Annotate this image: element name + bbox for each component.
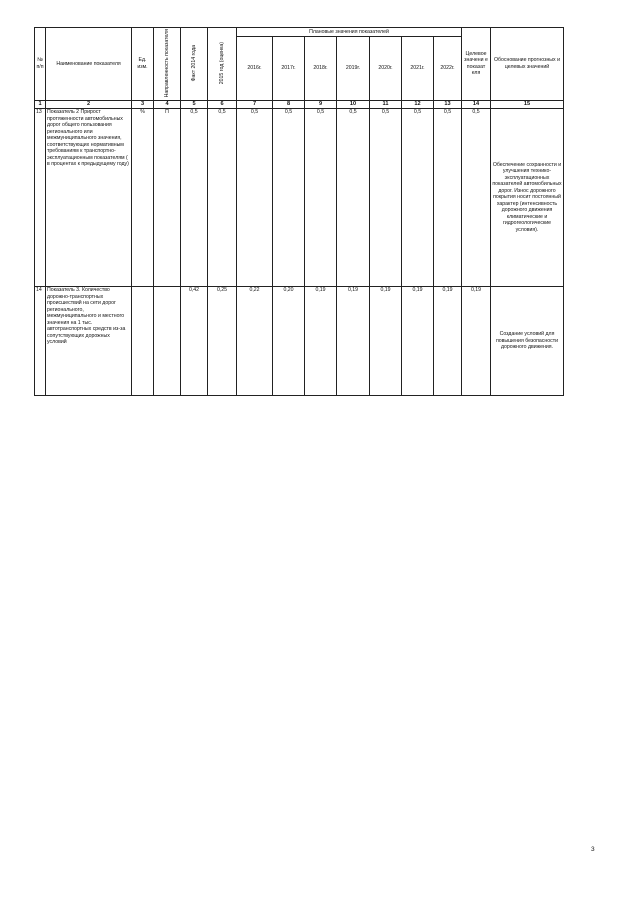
column-number: 11 xyxy=(370,100,402,108)
header-est2015: 2015 год (оценка) xyxy=(218,41,225,84)
row-value: 0,25 xyxy=(208,286,237,395)
page-number: 3 xyxy=(591,846,595,853)
table-row xyxy=(35,286,564,395)
row-value: 0,20 xyxy=(273,286,305,395)
header-rationale: Обоснование прогнозных и целевых значений xyxy=(491,28,564,101)
header-fact2014-cell xyxy=(181,28,208,101)
row-value: 0,5 xyxy=(273,108,305,286)
column-number: 8 xyxy=(273,100,305,108)
column-number: 9 xyxy=(305,100,337,108)
row-direction: П xyxy=(154,108,181,286)
row-rationale: Создание условий для повышения безопасности дорожного движения. xyxy=(491,286,564,395)
row-direction xyxy=(154,286,181,395)
header-year: 2018г. xyxy=(305,36,337,100)
row-value: 0,5 xyxy=(337,108,370,286)
row-value: 0,19 xyxy=(370,286,402,395)
header-year: 2022г. xyxy=(434,36,462,100)
header-year: 2016г. xyxy=(237,36,273,100)
header-unit: Ед. изм. xyxy=(132,28,154,101)
row-value: 0,5 xyxy=(237,108,273,286)
column-number: 2 xyxy=(46,100,132,108)
row-name: Показатель 2 Прирост протяженности автомобильных дорог общего пользования регионального или межмуниципального значения, соответствующих нормативным требованиям к транспортно-эксплуатационным показателям ( в процентах к предыдущему году) xyxy=(46,108,132,286)
row-value: 0,19 xyxy=(305,286,337,395)
table-row xyxy=(35,108,564,286)
row-value: 0,19 xyxy=(462,286,491,395)
row-value: 0,19 xyxy=(337,286,370,395)
column-number: 5 xyxy=(181,100,208,108)
indicators-table xyxy=(34,27,564,396)
header-direction: Направленность показателя xyxy=(163,28,170,97)
row-num: 13 xyxy=(35,108,46,286)
header-num: № п/п xyxy=(35,28,46,101)
row-value: 0,5 xyxy=(181,108,208,286)
row-value: 0,5 xyxy=(462,108,491,286)
row-value: 0,5 xyxy=(402,108,434,286)
column-number: 10 xyxy=(337,100,370,108)
column-number: 1 xyxy=(35,100,46,108)
row-unit xyxy=(132,286,154,395)
header-year: 2017г. xyxy=(273,36,305,100)
row-name: Показатель 3. Количество дорожно-транспортных происшествий на сети дорог регионального, межмуниципального и местного значения на 1 тыс. автотранспортных средств из-за сопутствующих дорожных условий xyxy=(46,286,132,395)
row-rationale: Обеспечение сохранности и улучшения технико-эксплуатационных показателей автомобильных дорог. Износ дорожного покрытия носит постоянный характер (интенсивность дорожного движения климатические и гидрогеологические условия). xyxy=(491,108,564,286)
header-est2015-cell xyxy=(208,28,237,101)
row-value: 0,5 xyxy=(370,108,402,286)
header-row-1 xyxy=(35,28,564,37)
header-name: Наименование показателя xyxy=(46,28,132,101)
row-value: 0,19 xyxy=(402,286,434,395)
column-number: 7 xyxy=(237,100,273,108)
indicators-table-wrapper xyxy=(34,27,564,396)
row-value: 0,19 xyxy=(434,286,462,395)
header-year: 2021г. xyxy=(402,36,434,100)
header-target: Целевое значени е показат еля xyxy=(462,28,491,101)
header-fact2014: Факт 2014 года xyxy=(190,44,197,81)
column-number: 4 xyxy=(154,100,181,108)
row-value: 0,5 xyxy=(208,108,237,286)
header-direction-cell xyxy=(154,28,181,101)
row-num: 14 xyxy=(35,286,46,395)
column-number: 3 xyxy=(132,100,154,108)
column-number: 15 xyxy=(491,100,564,108)
row-value: 0,42 xyxy=(181,286,208,395)
column-number: 13 xyxy=(434,100,462,108)
row-unit: % xyxy=(132,108,154,286)
header-year: 2019г. xyxy=(337,36,370,100)
header-year: 2020г. xyxy=(370,36,402,100)
column-number: 14 xyxy=(462,100,491,108)
row-value: 0,5 xyxy=(434,108,462,286)
column-number: 6 xyxy=(208,100,237,108)
row-value: 0,5 xyxy=(305,108,337,286)
column-number: 12 xyxy=(402,100,434,108)
column-number-row xyxy=(35,100,564,108)
row-value: 0,22 xyxy=(237,286,273,395)
header-planned: Плановые значения показателей xyxy=(237,28,462,37)
